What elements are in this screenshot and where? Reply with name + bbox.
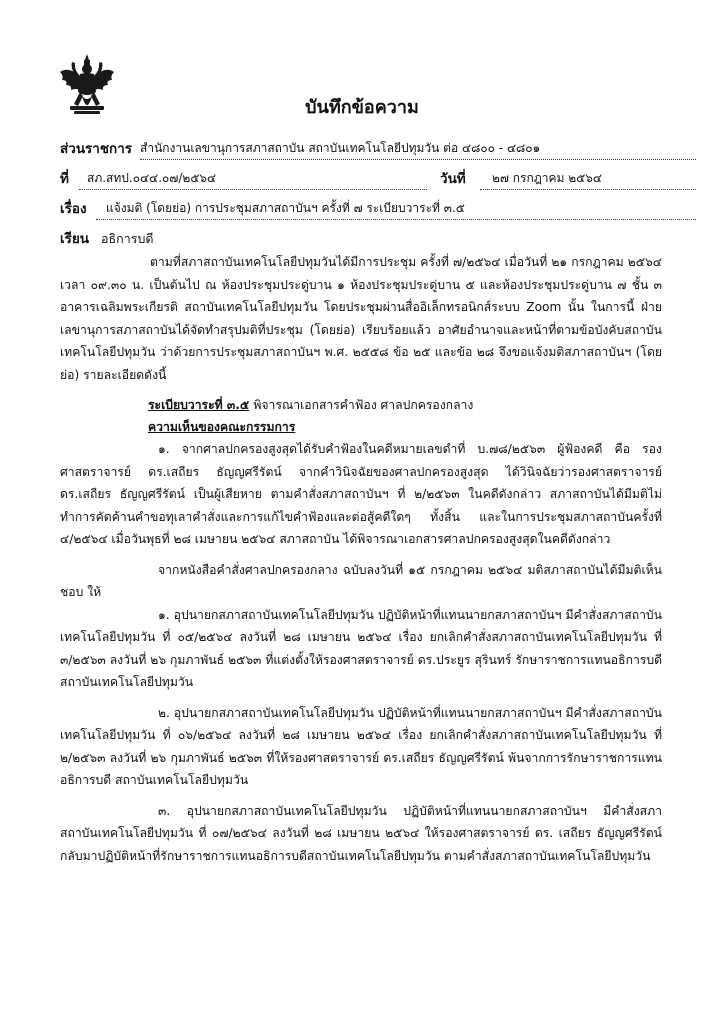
salutation	[60, 228, 154, 251]
intro-paragraph: ตามที่สภาสถาบันเทคโนโลยีปทุมวันได้มีการประชุม ครั้งที่ ๗/๒๕๖๔ เมื่อวันที่ ๒๑ กรกฎาคม ๒๕๖๔ เวลา ๐๙.๓๐ น. เป็นต้นไป ณ ห้องประชุมประดู่บาน ๑ ห้องประชุมประดู่บาน ๕ และห้องประชุมประดู่บาน ๗ ชั้น ๓ อาคารเฉลิมพระเกียรติ สถาบันเทคโนโลยีปทุมวัน โดยประชุมผ่านสื่ออิเล็กทรอนิกส์ระบบ Zoom นั้น ในการนี้ ฝ่ายเลขานุการสภาสถาบันได้จัดทำสรุปมติที่ประชุม (โดยย่อ) เรียบร้อยแล้ว อาศัยอำนาจและหน้าที่ตามข้อบังคับสถาบันเทคโนโลยีปทุมวัน ว่าด้วยการประชุมสภาสถาบันฯ พ.ศ. ๒๕๕๘ ข้อ ๒๕ และข้อ ๒๘ จึงขอแจ้งมติสภาสถาบันฯ (โดยย่อ) รายละเอียดดังนี้	[60, 255, 662, 382]
list-item-2: ๒. อุปนายกสภาสถาบันเทคโนโลยีปทุมวัน ปฏิบัติหน้าที่แทนนายกสภาสถาบันฯ มีคำสั่งสภาสถาบันเทคโนโลยีปทุมวัน ที่ ๐๖/๒๕๖๔ ลงวันที่ ๒๘ เมษายน ๒๕๖๔ เรื่อง ยกเลิกคำสั่งสภาสถาบันเทคโนโลยีปทุมวัน ที่ ๒/๒๕๖๓ ลงวันที่ ๒๖ กุมภาพันธ์ ๒๕๖๓ ที่ให้รองศาสตราจารย์ ดร.เสถียร ธัญญศรีรัตน์ พ้นจากการรักษาราชการแทนอธิการบดี สถาบันเทคโนโลยีปทุมวัน	[60, 705, 662, 787]
memo-body	[60, 251, 662, 867]
subject-label: เรื่อง	[60, 201, 87, 217]
header-ref-row	[60, 168, 602, 190]
agenda-label: ระเบียบวาระที่ ๓.๕	[148, 398, 250, 412]
list-item-1: ๑. อุปนายกสภาสถาบันเทคโนโลยีปทุมวัน ปฏิบัติหน้าที่แทนนายกสภาสถาบันฯ มีคำสั่งสภาสถาบันเทคโนโลยีปทุมวัน ที่ ๐๕/๒๕๖๔ ลงวันที่ ๒๘ เมษายน ๒๕๖๔ เรื่อง ยกเลิกคำสั่งสภาสถาบันเทคโนโลยีปทุมวัน ที่ ๓/๒๕๖๓ ลงวันที่ ๒๖ กุมภาพันธ์ ๒๕๖๓ ที่แต่งตั้งให้รองศาสตราจารย์ ดร.ประยูร สุรินทร์ รักษาราชการแทนอธิการบดีสถาบันเทคโนโลยีปทุมวัน	[60, 607, 662, 689]
to-value: อธิการบดี	[101, 231, 154, 246]
ref-label: ที่	[60, 171, 69, 187]
date-value: ๒๗ กรกฎาคม ๒๕๖๔	[480, 168, 696, 190]
memo-title: บันทึกข้อความ	[305, 97, 419, 118]
agency-label: ส่วนราชการ	[60, 141, 133, 157]
date-label: วันที่	[440, 171, 466, 187]
header-agency-row	[60, 138, 541, 160]
to-label: เรียน	[60, 231, 90, 247]
paragraph-1: ๑. จากศาลปกครองสูงสุดได้รับคำฟ้องในคดีหมายเลขดำที่ บ.๗๘/๒๕๖๓ ผู้ฟ้องคดี คือ รองศาสตราจารย์ ดร.เสถียร ธัญญศรีรัตน์ จากคำวินิจฉัยของศาลปกครองสูงสุด ได้วินิจฉัยว่ารองศาสตราจารย์ ดร.เสถียร ธัญญศรีรัตน์ เป็นผู้เสียหาย ตามคำสั่งสภาสถาบันฯ ที่ ๒/๒๕๖๓ ในคดีดังกล่าว สภาสถาบันได้มีมติไม่ทำการคัดค้านคำขอทุเลาคำสั่งและการแก้ไขคำฟ้องและต่อสู้คดีใดๆ ทั้งสิ้น และในการประชุมสภาสถาบันครั้งที่ ๔/๒๕๖๔ เมื่อวันพุธที่ ๒๘ เมษายน ๒๕๖๔ สภาสถาบัน ได้พิจารณาเอกสารศาลปกครองสูงสุดในคดีดังกล่าว	[60, 442, 662, 546]
header-subject-row	[60, 198, 465, 220]
subject-value: แจ้งมติ (โดยย่อ) การประชุมสภาสถาบันฯ ครั้งที่ ๗ ระเบียบวาระที่ ๓.๕	[96, 198, 696, 220]
agenda-line	[148, 394, 662, 416]
agency-value: สำนักงานเลขานุการสภาสถาบัน สถาบันเทคโนโลยีปทุมวัน ต่อ ๔๘๐๐ - ๔๘๐๑	[140, 138, 696, 160]
agenda-text: พิจารณาเอกสารคำฟ้อง ศาลปกครองกลาง	[253, 398, 474, 412]
paragraph-2: จากหนังสือคำสั่งศาลปกครองกลาง ฉบับลงวันที่ ๑๕ กรกฎาคม ๒๕๖๔ มติสภาสถาบันได้มีมติเห็นชอบ ให้	[60, 562, 662, 599]
list-item-3: ๓. อุปนายกสภาสถาบันเทคโนโลยีปทุมวัน ปฏิบัติหน้าที่แทนนายกสภาสถาบันฯ มีคำสั่งสภาสถาบันเทคโนโลยีปทุมวัน ที่ ๐๗/๒๕๖๔ ลงวันที่ ๒๘ เมษายน ๒๕๖๔ ให้รองศาสตราจารย์ ดร. เสถียร ธัญญศรีรัตน์ กลับมาปฏิบัติหน้าที่รักษาราชการแทนอธิการบดีสถาบันเทคโนโลยีปทุมวัน ตามคำสั่งสภาสถาบันเทคโนโลยีปทุมวัน	[60, 803, 662, 863]
committee-heading: ความเห็นของคณะกรรมการ	[148, 420, 296, 434]
ref-value: สภ.สทป.๐๔๔.๐๗/๒๕๖๔	[79, 168, 427, 190]
